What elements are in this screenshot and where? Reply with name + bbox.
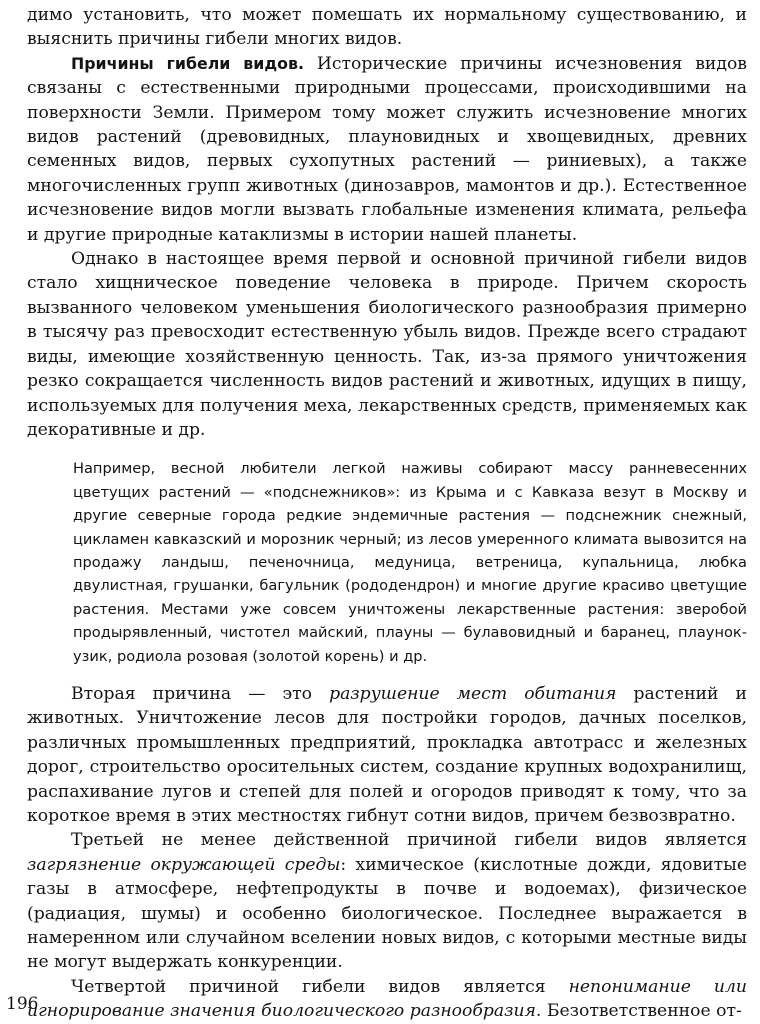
paragraph-text: . Безответственное от- <box>535 1001 742 1022</box>
paragraph-text: : химическое (кислотные дожди, ядовитые газы в атмосфере, нефтепродукты в почве и водоемах), физическое (радиация, шумы) и особенно биологическое. Последнее выражается в намеренном или случайном вселении новых видов, с которыми местные виды не могут выдержать конкуренции. <box>27 854 747 973</box>
paragraph-habitat-destruction <box>27 682 747 828</box>
paragraph-text: Третьей не менее действенной причиной гибели видов является <box>71 830 747 851</box>
paragraph-text: растений и животных. Уничтожение лесов для постройки городов, дачных поселков, различных промышленных предприятий, прокладка автотрасс и железных дорог, строительство оросительных систем, создание крупных водохранилищ, распахивание лугов и степей для полей и огородов приводят к тому, что за короткое время в этих местностях гибнут сотни видов, причем безвозвратно. <box>27 683 747 826</box>
emphasis-term: непонимание или игнорирование значения биологического разнообразия <box>27 976 747 1022</box>
paragraph-text: Исторические причины исчезновения видов связаны с естественными природными процессами, происходившими на поверхности Земли. Примером тому может служить исчезновение многих видов растений (древовидных, плауновидных и хвощевидных, древних семенных видов, первых сухопутных растений — риниевых), а также многочисленных групп животных (динозавров, мамонтов и др.). Естественное исчезновение видов могли вызвать глобальные изменения климата, рельефа и другие природные катаклизмы в истории нашей планеты. <box>27 53 747 245</box>
emphasis-term: загрязнение окружающей среды <box>27 854 341 875</box>
emphasis-term: разрушение мест обитания <box>329 683 617 704</box>
run-in-heading: Причины гибели видов. <box>71 53 304 73</box>
paragraph-text: Вторая причина — это <box>71 683 330 704</box>
paragraph-pollution <box>27 828 747 974</box>
paragraph-continuation: димо установить, что может помешать их нормальному существованию, и выяснить причины гибели многих видов. <box>27 5 747 50</box>
paragraph-text: Четвертой причиной гибели видов является <box>71 976 569 997</box>
paragraph-historical-causes <box>27 52 747 247</box>
page-number: 196 <box>6 994 39 1014</box>
example-inset: Например, весной любители легкой наживы собирают массу ранневесенних цветущих растений — «подснежников»: из Крыма и с Кавказа везут в Москву и другие северные города редкие эндемичные растения — подснежник снежный, цикламен кавказский и морозник черный; из лесов умеренного климата вывозится на продажу ландыш, печеночница, медуница, ветреница, купальница, любка двулистная, грушанки, багульник (рододендрон) и многие другие красиво цветущие растения. Местами уже совсем уничтожены лекарственные растения: зверобой продырявленный, чистотел майский, плауны — булавовидный и баранец, плаунок-узик, родиола розовая (золотой корень) и др. <box>73 460 747 665</box>
paragraph-ignorance <box>27 975 747 1024</box>
paragraph-human-causes: Однако в настоящее время первой и основной причиной гибели видов стало хищническое поведение человека в природе. Причем скорость вызванного человеком уменьшения биологического разнообразия примерно в тысячу раз превосходит естественную убыль видов. Прежде всего страдают виды, имеющие хозяйственную ценность. Так, из-за прямого уничтожения резко сокращается численность видов растений и животных, идущих в пищу, используемых для получения меха, лекарственных средств, применяемых как декоративные и др. <box>27 249 747 440</box>
book-page <box>27 0 747 1024</box>
